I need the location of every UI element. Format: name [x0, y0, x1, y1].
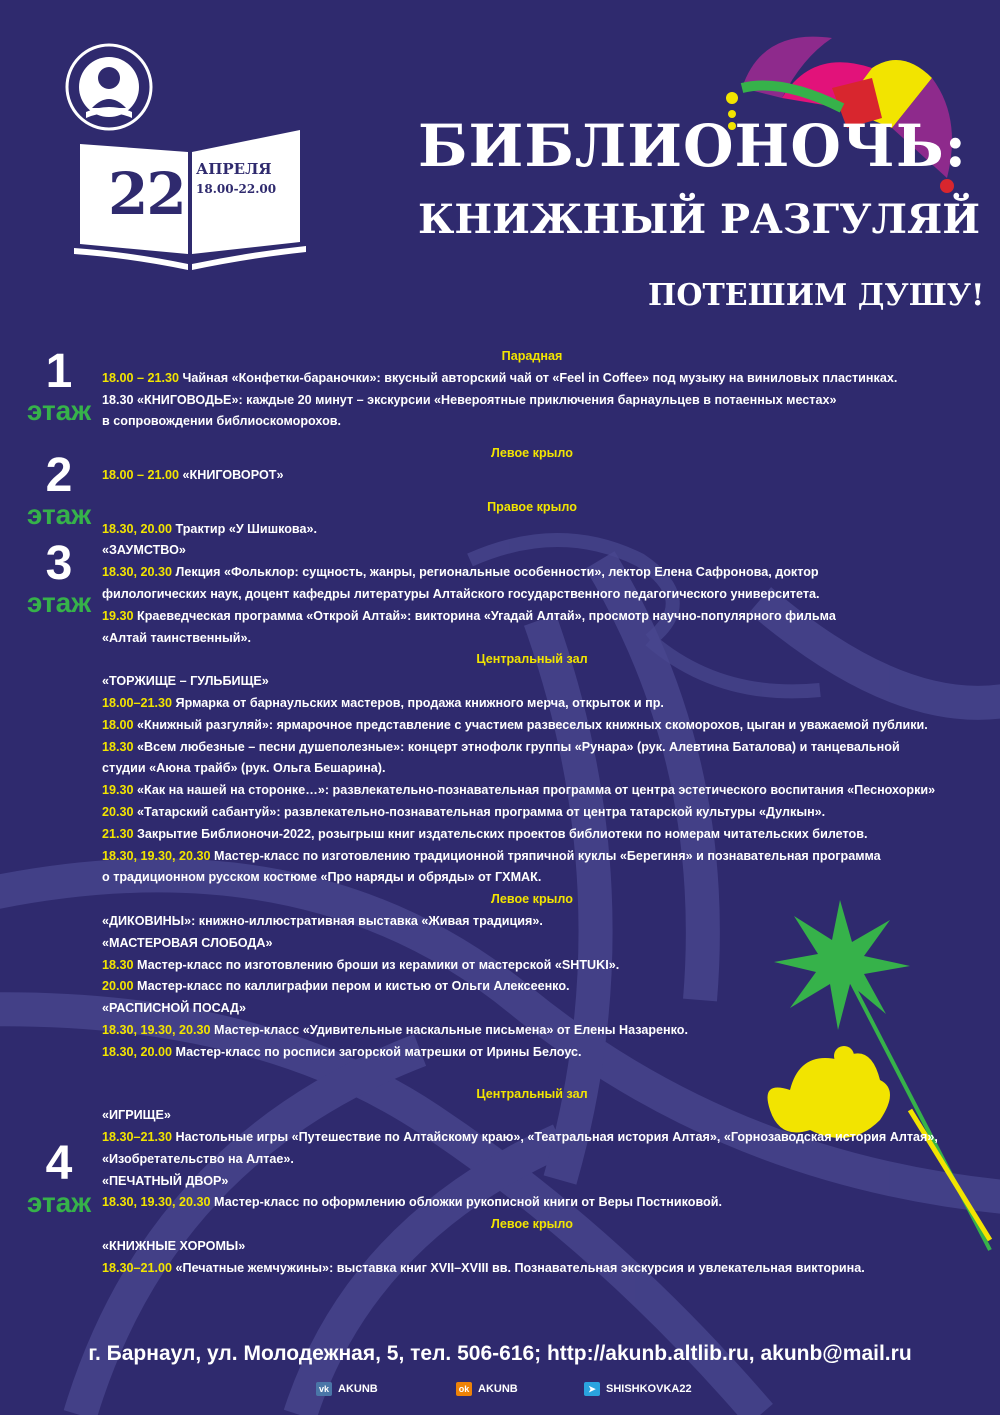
program-item: [102, 1192, 962, 1214]
item-text: Мастер-класс «Удивительные наскальные письмена» от Елены Назаренко.: [210, 1022, 688, 1037]
program-item: [102, 780, 962, 802]
open-book-icon: [70, 124, 310, 274]
floor-number: 1: [45, 345, 73, 398]
program-item: [102, 465, 962, 487]
vk-link[interactable]: [316, 1382, 378, 1396]
item-time: 18.30, 20.00: [102, 521, 173, 536]
program-item: [102, 955, 962, 977]
item-time: 18.00 – 21.30: [102, 370, 180, 385]
floor-word: этаж: [26, 1187, 92, 1218]
floor-4-marker: [20, 1137, 98, 1218]
library-logo-icon: [64, 42, 154, 132]
item-time: 18.00 – 21.00: [102, 467, 180, 482]
floor-word: этаж: [26, 395, 92, 426]
program-item: «ПЕЧАТНЫЙ ДВОР»: [102, 1173, 229, 1188]
poster-title: БИБЛИОНОЧЬ:: [418, 112, 968, 180]
item-time: 20.30: [102, 804, 134, 819]
item-time: 18.30, 19.30, 20.30: [102, 1195, 211, 1210]
program-item: «ИГРИЩЕ»: [102, 1108, 171, 1123]
item-text: «Печатные жемчужины»: выставка книг XVII–XVIII вв. Познавательная экскурсия и увлекательная викторина.: [172, 1260, 865, 1275]
item-text: Чайная «Конфетки-бараночки»: вкусный авторский чай от «Feel in Coffee» под музыку на виниловых пластинках.: [179, 370, 898, 385]
item-text: Краеведческая программа «Открой Алтай»: викторина «Угадай Алтай», просмотр научно-популярного фильма: [133, 608, 836, 623]
program-item: [102, 1042, 962, 1064]
program-item: [102, 1258, 962, 1280]
program-item: «ТОРЖИЩЕ – ГУЛЬБИЩЕ»: [102, 674, 269, 689]
program-item: [102, 1127, 962, 1149]
item-text: «Татарский сабантуй»: развлекательно-познавательная программа от центра татарской культуры «Дулкын».: [133, 804, 826, 819]
floor-3-marker: [20, 537, 98, 618]
program-item: [102, 737, 962, 759]
item-time: 21.30: [102, 826, 134, 841]
floor-2-marker: [20, 449, 98, 530]
program-item: филологических наук, доцент кафедры литературы Алтайского государственного педагогического университета.: [102, 586, 820, 601]
item-time: 18.30: [102, 957, 134, 972]
section-heading: Центральный зал: [476, 1086, 588, 1101]
program-item: [102, 519, 962, 541]
section-heading: Левое крыло: [491, 1217, 573, 1232]
program-item: [102, 715, 962, 737]
item-text: «Как на нашей на сторонке…»: развлекательно-познавательная программа от центра эстетического воспитания «Песнохорки»: [133, 783, 936, 798]
program-item: [102, 846, 962, 868]
poster-subtitle: ПОТЕШИМ ДУШУ!: [648, 278, 985, 313]
telegram-link[interactable]: [584, 1382, 692, 1396]
item-text: Мастер-класс по изготовлению броши из керамики от мастерской «SHTUKI».: [133, 957, 620, 972]
item-time: 18.30: [102, 739, 134, 754]
item-time: 18.30, 19.30, 20.30: [102, 1022, 211, 1037]
item-text: Ярмарка от барнаульских мастеров, продажа книжного мерча, открыток и пр.: [172, 695, 664, 710]
telegram-icon: ➤: [584, 1382, 600, 1396]
event-month: АПРЕЛЯ: [196, 160, 272, 178]
section-heading: Центральный зал: [476, 652, 588, 667]
item-time: 18.30, 19.30, 20.30: [102, 848, 211, 863]
item-time: 18.30, 20.00: [102, 1044, 173, 1059]
program-item: 18.30 «КНИГОВОДЬЕ»: каждые 20 минут – экскурсии «Невероятные приключения барнаульцев в потаенных местах»: [102, 392, 837, 407]
contacts-line[interactable]: г. Барнаул, ул. Молодежная, 5, тел. 506-616; http://akunb.altlib.ru, akunb@mail.ru: [88, 1342, 912, 1365]
item-text: «Книжный разгуляй»: ярмарочное представление с участием развеселых книжных скоморохов, цыган и уважаемой публики.: [133, 717, 928, 732]
section-heading: Левое крыло: [491, 446, 573, 461]
program-item: «ДИКОВИНЫ»: книжно-иллюстративная выставка «Живая традиция».: [102, 913, 543, 928]
ok-label: AKUNB: [478, 1383, 518, 1395]
event-time: 18.00-22.00: [196, 182, 277, 196]
program-item: [102, 693, 962, 715]
section-heading: Правое крыло: [487, 499, 577, 514]
item-text: Мастер-класс по росписи загорской матрешки от Ирины Белоус.: [172, 1044, 582, 1059]
section-heading: Левое крыло: [491, 892, 573, 907]
vk-icon: vk: [316, 1382, 332, 1396]
program-item: [102, 562, 962, 584]
program-item: о традиционном русском костюме «Про наряды и обряды» от ГХМАК.: [102, 870, 542, 885]
item-text: Трактир «У Шишкова».: [172, 521, 317, 536]
ok-link[interactable]: [456, 1382, 518, 1396]
program-item: [102, 606, 962, 628]
item-time: 20.00: [102, 979, 134, 994]
odnoklassniki-icon: ok: [456, 1382, 472, 1396]
program-item: [102, 824, 962, 846]
program-item: в сопровождении библиоскоморохов.: [102, 414, 342, 429]
item-time: 18.30–21.00: [102, 1260, 173, 1275]
item-text: Мастер-класс по оформлению обложки рукописной книги от Веры Постниковой.: [210, 1195, 722, 1210]
program-item: «Алтай таинственный».: [102, 630, 251, 645]
item-text: Закрытие Библионочи-2022, розыгрыш книг издательских проектов библиотеки по номерам читательских билетов.: [133, 826, 868, 841]
item-time: 18.00: [102, 717, 134, 732]
item-time: 19.30: [102, 608, 134, 623]
program-item: [102, 802, 962, 824]
section-heading: Парадная: [501, 349, 563, 363]
program-item: «МАСТЕРОВАЯ СЛОБОДА»: [102, 935, 273, 950]
vk-label: AKUNB: [338, 1383, 378, 1395]
tg-label: SHISHKOVKA22: [606, 1383, 692, 1395]
floor-word: этаж: [26, 587, 92, 618]
item-text: Настольные игры «Путешествие по Алтайскому краю», «Театральная история Алтая», «Горнозаводская история Алтая»,: [172, 1130, 938, 1145]
poster-title-line2: КНИЖНЫЙ РАЗГУЛЯЙ: [418, 196, 981, 243]
item-time: 18.00–21.30: [102, 695, 173, 710]
program-list: [102, 346, 962, 1280]
program-item: «КНИЖНЫЕ ХОРОМЫ»: [102, 1239, 246, 1254]
program-item: [102, 976, 962, 998]
item-time: 18.30, 20.30: [102, 565, 173, 580]
program-item: «ЗАУМСТВО»: [102, 543, 186, 558]
item-time: 18.30–21.30: [102, 1130, 173, 1145]
floor-1-marker: [20, 345, 98, 426]
event-day: 22: [108, 160, 185, 228]
floor-number: 3: [45, 537, 73, 590]
floor-number: 2: [45, 449, 73, 502]
item-text: Мастер-класс по изготовлению традиционной тряпичной куклы «Берегиня» и познавательная программа: [210, 848, 881, 863]
floor-number: 4: [45, 1137, 73, 1190]
item-time: 19.30: [102, 783, 134, 798]
floor-word: этаж: [26, 499, 92, 530]
program-item: «РАСПИСНОЙ ПОСАД»: [102, 1001, 246, 1016]
item-text: Мастер-класс по каллиграфии пером и кистью от Ольги Алексеенко.: [133, 979, 570, 994]
program-item: [102, 368, 962, 390]
program-item: «Изобретательство на Алтае».: [102, 1151, 294, 1166]
program-item: студии «Аюна трайб» (рук. Ольга Бешарина).: [102, 761, 386, 776]
item-text: «Всем любезные – песни душеполезные»: концерт этнофолк группы «Рунара» (рук. Алевтина Баталова) и танцевальной: [133, 739, 900, 754]
program-item: [102, 1020, 962, 1042]
item-text: Лекция «Фольклор: сущность, жанры, региональные особенности», лектор Елена Сафронова, доктор: [172, 565, 819, 580]
item-text: «КНИГОВОРОТ»: [179, 467, 284, 482]
